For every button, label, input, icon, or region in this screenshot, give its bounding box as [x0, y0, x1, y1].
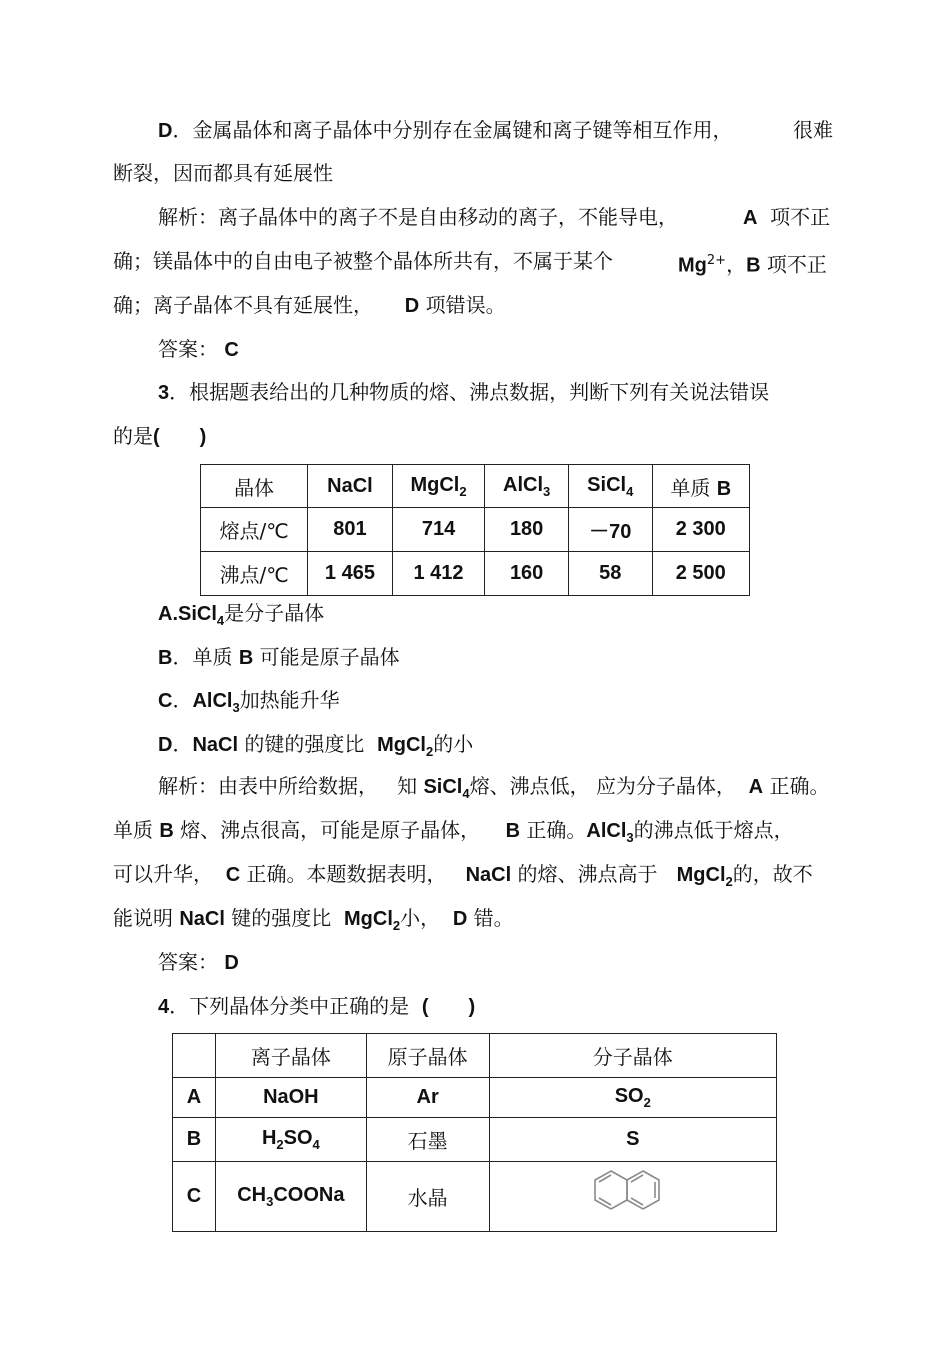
table-cell: $CH_3COONa$	[215, 1162, 366, 1232]
q2-answer: 答案： C	[158, 337, 239, 361]
table-row	[173, 1118, 777, 1162]
table-row	[173, 1078, 777, 1118]
table-cell: $SO_2$	[489, 1078, 776, 1118]
q3-analysis-line4: 能说明 NaCl 键的强度比 MgCl$_2$小， D 错。	[113, 906, 514, 933]
table-cell: 160	[485, 552, 569, 596]
q3-data-table	[200, 464, 750, 596]
table-cell: 714	[392, 508, 485, 552]
table-cell: S	[489, 1118, 776, 1162]
table-cell: 1 465	[308, 552, 393, 596]
table-cell: 58	[568, 552, 652, 596]
table-cell: －70	[568, 508, 652, 552]
table-row	[173, 1162, 777, 1232]
q3-analysis-line1: 解析：由表中所给数据， 知 SiCl$_4$熔、沸点低， 应为分子晶体， A 正确。	[158, 774, 830, 801]
table-cell: 1 412	[392, 552, 485, 596]
table-cell: 801	[308, 508, 393, 552]
table-cell: 沸点/℃	[201, 552, 308, 596]
table-header: NaCl	[308, 465, 393, 508]
table-cell	[489, 1162, 776, 1232]
table-cell: B	[173, 1118, 216, 1162]
table-header: 离子晶体	[215, 1034, 366, 1078]
table-cell: NaOH	[215, 1078, 366, 1118]
table-header: SiCl$_4$	[568, 465, 652, 508]
q2-option-d: D．金属晶体和离子晶体中分别存在金属键和离子键等相互作用，	[158, 118, 733, 142]
table-header: 分子晶体	[489, 1034, 776, 1078]
q2-analysis-line1-tail: A 项不正	[743, 205, 831, 229]
q3-stem-line1: 3．根据题表给出的几种物质的熔、沸点数据，判断下列有关说法错误	[158, 380, 770, 404]
q3-answer: 答案： D	[158, 950, 239, 974]
table-cell: 180	[485, 508, 569, 552]
q3-analysis-line3: 可以升华， C 正确。本题数据表明， NaCl 的熔、沸点高于 MgCl$_2$的，故不	[113, 862, 813, 889]
q2-analysis-line3: 确；离子晶体不具有延展性， D 项错误。	[113, 293, 506, 317]
table-header: 原子晶体	[366, 1034, 489, 1078]
q2-analysis-line2: 确；镁晶体中的自由电子被整个晶体所共有，不属于某个	[113, 249, 613, 273]
q4-table	[172, 1033, 777, 1232]
q2-analysis-line2-tail: $Mg^{2+}$，B 项不正	[678, 252, 827, 277]
table-cell: A	[173, 1078, 216, 1118]
table-row	[201, 508, 750, 552]
table-header	[173, 1034, 216, 1078]
table-cell: 水晶	[366, 1162, 489, 1232]
q3-option-c: C．AlCl$_3$加热能升华	[158, 688, 340, 715]
q4-stem: 4．下列晶体分类中正确的是 ( )	[158, 994, 476, 1018]
table-header: 单质 B	[652, 465, 749, 508]
q3-option-a: A.SiCl$_4$是分子晶体	[158, 601, 325, 628]
q2-analysis-line1: 解析：离子晶体中的离子不是自由移动的离子，不能导电，	[158, 205, 678, 229]
table-header: AlCl$_3$	[485, 465, 569, 508]
table-cell: 2 500	[652, 552, 749, 596]
naphthalene-structure-icon	[588, 1167, 678, 1227]
table-cell: C	[173, 1162, 216, 1232]
q3-analysis-line2: 单质 B 熔、沸点很高，可能是原子晶体， B 正确。AlCl$_3$的沸点低于熔点，	[113, 818, 794, 845]
table-cell: 石墨	[366, 1118, 489, 1162]
table-header: 晶体	[201, 465, 308, 508]
q3-stem-line2: 的是( )	[113, 424, 207, 448]
q3-option-d: D．NaCl 的键的强度比 MgCl$_2$的小	[158, 732, 474, 759]
table-cell: $H_2SO_4$	[215, 1118, 366, 1162]
table-header: MgCl$_2$	[392, 465, 485, 508]
q3-option-b: B．单质 B 可能是原子晶体	[158, 645, 400, 669]
table-cell: 熔点/℃	[201, 508, 308, 552]
table-row	[201, 552, 750, 596]
q2-option-d-line2: 断裂，因而都具有延展性	[113, 161, 333, 185]
q2-option-d-tail: 很难	[793, 118, 833, 142]
table-cell: Ar	[366, 1078, 489, 1118]
table-cell: 2 300	[652, 508, 749, 552]
